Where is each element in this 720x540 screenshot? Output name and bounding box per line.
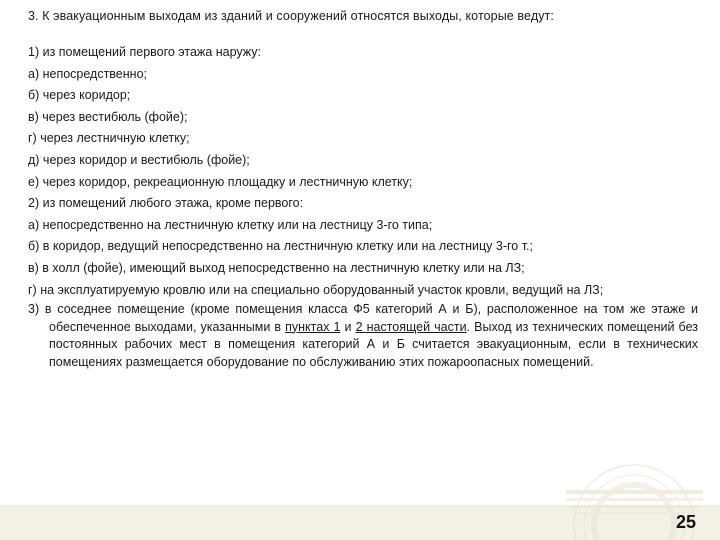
list-item: а) непосредственно; <box>28 66 147 81</box>
page-number: 25 <box>675 512 696 532</box>
list-item: г) на эксплуатируемую кровлю или на специально оборудованный участок кровли, ведущий на ЛЗ; <box>28 282 604 297</box>
list-item: 1) из помещений первого этажа наружу: <box>28 45 262 59</box>
list-item: б) через коридор; <box>28 88 131 103</box>
list-item: е) через коридор, рекреационную площадку и лестничную клетку; <box>28 174 413 189</box>
para3-text-mid: и <box>340 319 356 334</box>
paragraph-item-3 <box>28 301 698 371</box>
para3-text-after: . Выход из технических помещений без постоянных рабочих мест в помещения категорий А и Б считается эвакуационным, если в технических помещениях размещается оборудование по обслуживанию этих пожароопасных помещений. <box>49 319 698 369</box>
list-item: в) через вестибюль (фойе); <box>28 109 188 124</box>
list-item: а) непосредственно на лестничную клетку или на лестницу 3-го типа; <box>28 217 433 232</box>
list-item: 2) из помещений любого этажа, кроме первого: <box>28 196 304 211</box>
section-heading: 3. К эвакуационным выходам из зданий и сооружений относятся выходы, которые ведут: <box>28 9 554 23</box>
document-body <box>28 6 698 371</box>
link-points-1[interactable]: пунктах 1 <box>285 319 341 334</box>
para3-text-before: 3) в соседнее помещение (кроме помещения класса Ф5 категорий А и Б), расположенное на том же этаже и обеспеченное выходами, указанными в <box>28 302 698 334</box>
list-item: в) в холл (фойе), имеющий выход непосредственно на лестничную клетку или на ЛЗ; <box>28 260 525 275</box>
list-item: г) через лестничную клетку; <box>28 131 190 146</box>
list-item: б) в коридор, ведущий непосредственно на лестничную клетку или на лестницу 3-го т.; <box>28 239 533 254</box>
link-part-2[interactable]: 2 настоящей части <box>355 319 467 334</box>
list-item: д) через коридор и вестибюль (фойе); <box>28 152 250 167</box>
